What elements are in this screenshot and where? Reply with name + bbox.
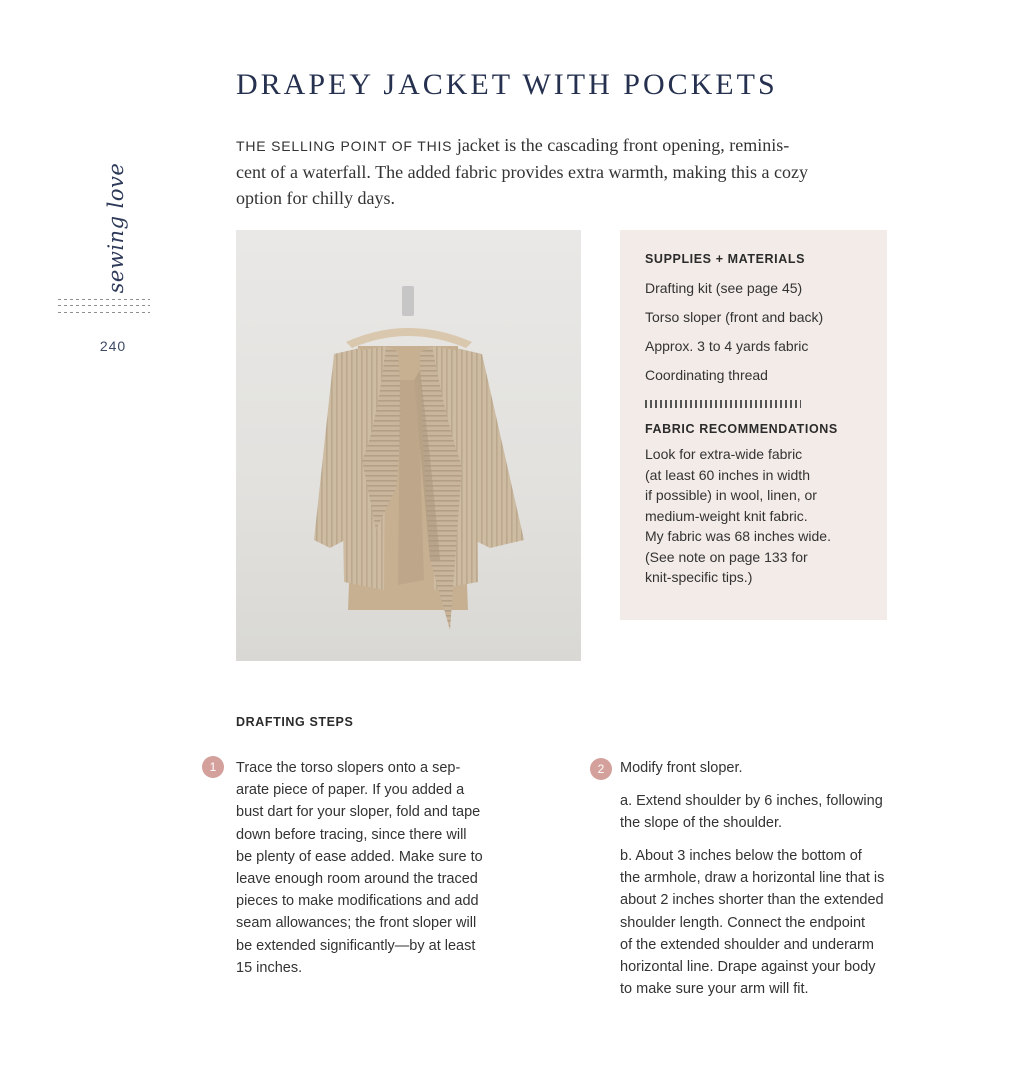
step-line: about 2 inches shorter than the extended	[620, 892, 884, 909]
fabric-line: My fabric was 68 inches wide.	[645, 528, 831, 544]
intro-paragraph	[236, 132, 886, 211]
step-2b-text	[620, 845, 960, 1000]
step-line: arate piece of paper. If you added a	[236, 782, 465, 799]
step-line: a. Extend shoulder by 6 inches, following	[620, 793, 883, 809]
supplies-panel	[620, 230, 887, 620]
fabric-line: (at least 60 inches in width	[645, 466, 810, 483]
intro-line-3: option for chilly days.	[236, 188, 395, 208]
supplies-list	[645, 274, 867, 390]
step-1-text	[236, 757, 576, 979]
intro-line-2: cent of a waterfall. The added fabric provides extra warmth, making this a cozy	[236, 162, 808, 182]
jacket-illustration	[236, 230, 581, 661]
step-line: b. About 3 inches below the bottom of	[620, 848, 862, 864]
margin-dotted-rule	[58, 298, 150, 316]
running-head-label: sewing love	[104, 162, 128, 294]
page-title: DRAPEY JACKET WITH POCKETS	[236, 68, 778, 101]
step-line: horizontal line. Drape against your body	[620, 959, 876, 976]
fabric-line: Look for extra-wide fabric	[645, 446, 803, 462]
step-2-badge: 2	[590, 758, 612, 780]
wall-hook	[402, 286, 414, 316]
drafting-steps-heading: DRAFTING STEPS	[236, 715, 354, 729]
supplies-heading: SUPPLIES + MATERIALS	[645, 252, 806, 266]
step-line: pieces to make modifications and add	[236, 893, 479, 910]
page-number: 240	[99, 338, 127, 354]
running-head-script	[96, 162, 136, 294]
supplies-item: Torso sloper (front and back)	[645, 309, 824, 325]
supplies-item: Drafting kit (see page 45)	[645, 280, 803, 296]
step-2a-text	[620, 790, 960, 834]
fabric-line: medium-weight knit fabric.	[645, 507, 808, 524]
fabric-line: (See note on page 133 for	[645, 548, 808, 565]
intro-lead-in: THE SELLING POINT OF THIS	[236, 138, 453, 154]
step-1-badge: 1	[202, 756, 224, 778]
step-line: be extended significantly—by at least	[236, 937, 476, 954]
fabric-line: knit-specific tips.)	[645, 569, 753, 585]
supplies-item: Approx. 3 to 4 yards fabric	[645, 338, 809, 354]
fabric-recommendations-heading: FABRIC RECOMMENDATIONS	[645, 422, 838, 436]
step-line: down before tracing, since there will	[236, 826, 467, 843]
fabric-recommendations-text	[645, 444, 867, 588]
step-line: bust dart for your sloper, fold and tape	[236, 804, 481, 821]
step-line: of the extended shoulder and underarm	[620, 936, 874, 953]
step-2-intro: Modify front sloper.	[620, 760, 743, 776]
step-line: be plenty of ease added. Make sure to	[236, 848, 483, 865]
step-line: the slope of the shoulder.	[620, 815, 783, 832]
step-line: to make sure your arm will fit.	[620, 981, 809, 998]
step-line: seam allowances; the front sloper will	[236, 915, 477, 932]
step-line: the armhole, draw a horizontal line that is	[620, 870, 885, 887]
step-line: 15 inches.	[236, 959, 303, 976]
hanger	[346, 328, 472, 348]
step-line: shoulder length. Connect the endpoint	[620, 914, 866, 931]
intro-line-1: jacket is the cascading front opening, reminis-	[452, 135, 790, 155]
step-line: Trace the torso slopers onto a sep-	[236, 760, 461, 776]
fabric-line: if possible) in wool, linen, or	[645, 487, 817, 503]
stitch-divider	[645, 400, 801, 408]
step-line: leave enough room around the traced	[236, 871, 478, 888]
jacket-photo	[236, 230, 581, 661]
supplies-item: Coordinating thread	[645, 367, 768, 383]
